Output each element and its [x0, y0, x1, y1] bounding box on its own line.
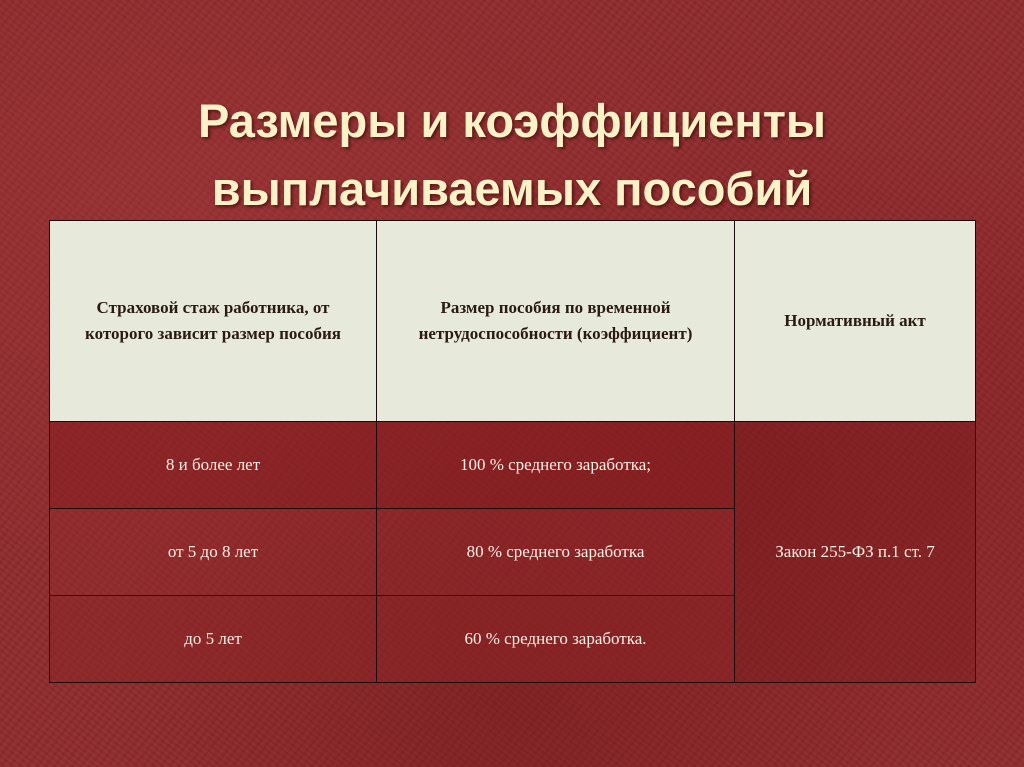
cell-amount: 60 % среднего заработка. — [377, 596, 735, 683]
slide-title-line-1: Размеры и коэффициенты — [198, 94, 826, 148]
header-insurance-experience: Страховой стаж работника, от которого зависит размер пособия — [50, 221, 377, 422]
cell-experience: от 5 до 8 лет — [50, 509, 377, 596]
cell-amount: 80 % среднего заработка — [377, 509, 735, 596]
slide-title — [0, 87, 1024, 223]
cell-normative-act: Закон 255-ФЗ п.1 ст. 7 — [735, 422, 976, 683]
cell-experience: 8 и более лет — [50, 422, 377, 509]
header-benefit-amount: Размер пособия по временной нетрудоспособности (коэффициент) — [377, 221, 735, 422]
table-header-row — [50, 221, 976, 422]
slide-title-line-2: выплачиваемых пособий — [211, 162, 813, 216]
header-normative-act: Нормативный акт — [735, 221, 976, 422]
cell-amount: 100 % среднего заработка; — [377, 422, 735, 509]
benefits-table — [49, 220, 976, 683]
table-row — [50, 422, 976, 509]
cell-experience: до 5 лет — [50, 596, 377, 683]
